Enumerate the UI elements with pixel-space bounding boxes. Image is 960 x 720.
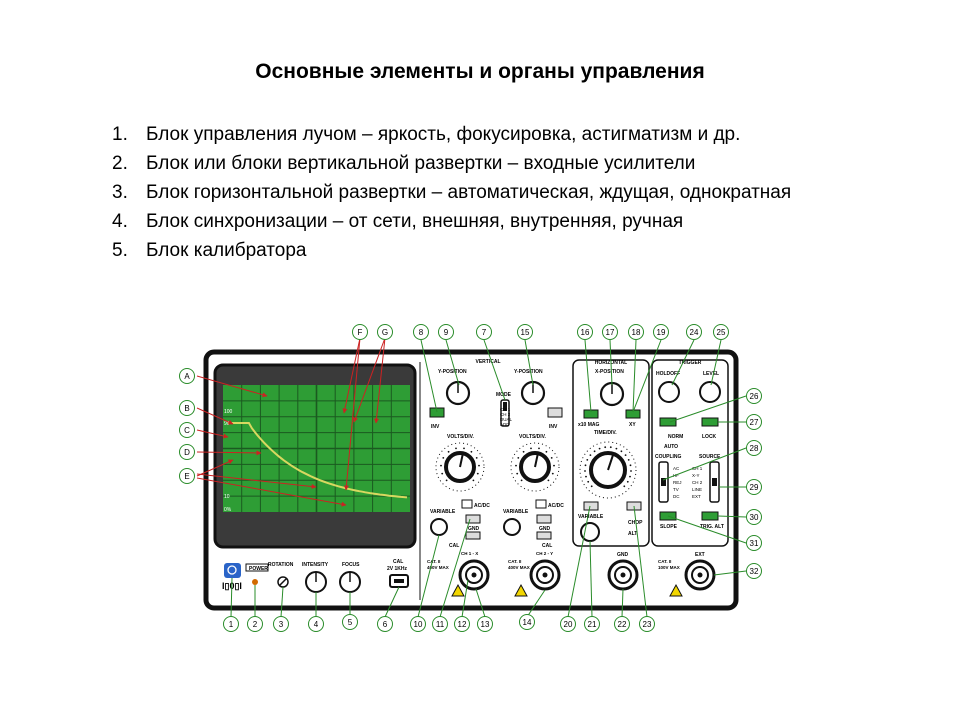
slide-title: Основные элементы и органы управления xyxy=(255,60,705,83)
svg-text:11: 11 xyxy=(435,620,445,629)
ch2-inv-button[interactable] xyxy=(548,408,562,417)
callout-B xyxy=(180,401,195,416)
svg-text:TRIG. ALT: TRIG. ALT xyxy=(700,524,724,530)
callout-8 xyxy=(414,325,429,340)
svg-text:19: 19 xyxy=(656,328,666,337)
svg-text:4: 4 xyxy=(313,620,319,629)
callout-5 xyxy=(343,615,358,630)
svg-text:CAL: CAL xyxy=(542,543,553,549)
svg-text:D: D xyxy=(184,448,190,457)
svg-text:CH 2: CH 2 xyxy=(500,412,511,417)
svg-text:Y-POSITION: Y-POSITION xyxy=(514,369,543,375)
svg-text:23: 23 xyxy=(642,620,652,629)
graticule-100: 100 xyxy=(224,409,233,415)
svg-text:VOLTS/DIV.: VOLTS/DIV. xyxy=(519,434,546,440)
svg-text:6: 6 xyxy=(382,620,388,629)
cal-spec: 2V 1KHz xyxy=(387,566,408,572)
list-item: 2. Блок или блоки вертикальной развертки – входные усилители xyxy=(112,153,696,174)
svg-text:24: 24 xyxy=(689,328,699,337)
svg-text:17: 17 xyxy=(605,328,615,337)
svg-text:SLOPE: SLOPE xyxy=(660,524,677,530)
callout-28 xyxy=(747,441,762,456)
intensity-label: INTENSITY xyxy=(302,562,329,568)
svg-text:TIME/DIV.: TIME/DIV. xyxy=(594,430,617,436)
svg-text:ALT: ALT xyxy=(628,531,638,537)
svg-text:400V MAX: 400V MAX xyxy=(508,565,530,570)
svg-text:TV: TV xyxy=(673,487,679,492)
svg-text:AC: AC xyxy=(673,466,680,471)
callout-32 xyxy=(747,564,762,579)
svg-text:VARIABLE: VARIABLE xyxy=(578,514,604,520)
svg-text:B: B xyxy=(184,404,190,413)
svg-text:VARIABLE: VARIABLE xyxy=(430,509,456,515)
svg-text:LINE: LINE xyxy=(692,487,703,492)
callout-16 xyxy=(578,325,593,340)
svg-text:CAT. II: CAT. II xyxy=(508,559,522,564)
svg-text:X-Y: X-Y xyxy=(692,473,700,478)
svg-text:29: 29 xyxy=(749,483,759,492)
callout-19 xyxy=(654,325,669,340)
svg-text:CAT. II: CAT. II xyxy=(658,559,672,564)
callout-17 xyxy=(603,325,618,340)
svg-text:7: 7 xyxy=(481,328,487,337)
svg-text:31: 31 xyxy=(749,539,759,548)
svg-text:26: 26 xyxy=(749,392,759,401)
crt-screen xyxy=(215,365,415,547)
power-onoff: I▯0▯I xyxy=(222,581,242,591)
svg-text:18: 18 xyxy=(631,328,641,337)
trigger-title: TRIGGER xyxy=(678,360,702,366)
svg-text:27: 27 xyxy=(749,418,759,427)
svg-text:E: E xyxy=(184,472,190,481)
svg-text:A: A xyxy=(184,372,190,381)
svg-text:20: 20 xyxy=(563,620,573,629)
svg-text:CH 1 - X: CH 1 - X xyxy=(461,551,479,556)
callout-29 xyxy=(747,480,762,495)
svg-text:COUPLING: COUPLING xyxy=(655,454,682,460)
callout-15 xyxy=(518,325,533,340)
svg-text:3: 3 xyxy=(278,620,284,629)
svg-text:CH 1: CH 1 xyxy=(692,466,703,471)
svg-text:2: 2 xyxy=(252,620,258,629)
svg-text:400V MAX: 400V MAX xyxy=(427,565,449,570)
svg-text:INV: INV xyxy=(549,424,558,430)
svg-text:DUAL: DUAL xyxy=(500,417,513,422)
ch1-acdc-button[interactable] xyxy=(462,500,472,508)
svg-text:30: 30 xyxy=(749,513,759,522)
svg-text:x10 MAG: x10 MAG xyxy=(578,422,600,428)
callout-4 xyxy=(309,617,324,632)
svg-text:AC/DC: AC/DC xyxy=(474,503,490,509)
ch1-gnd-button[interactable] xyxy=(466,515,480,523)
trig-alt-button[interactable] xyxy=(702,512,718,520)
callout-E xyxy=(180,469,195,484)
horizontal-title: HORIZONTAL xyxy=(594,360,628,366)
svg-text:REJ: REJ xyxy=(673,480,682,485)
svg-text:32: 32 xyxy=(749,567,759,576)
svg-text:MODE: MODE xyxy=(496,392,511,398)
rotation-label: ROTATION xyxy=(268,562,294,568)
svg-text:VARIABLE: VARIABLE xyxy=(503,509,529,515)
svg-text:Y-POSITION: Y-POSITION xyxy=(438,369,467,375)
svg-text:10: 10 xyxy=(413,620,423,629)
svg-text:INV: INV xyxy=(431,424,440,430)
svg-text:12: 12 xyxy=(457,620,467,629)
callout-24 xyxy=(687,325,702,340)
callout-20 xyxy=(561,617,576,632)
svg-text:NORM: NORM xyxy=(668,434,684,440)
svg-text:CAL: CAL xyxy=(449,543,460,549)
svg-text:LEVEL: LEVEL xyxy=(703,371,720,377)
callout-21 xyxy=(585,617,600,632)
list-item: 3. Блок горизонтальной развертки – автоматическая, ждущая, однократная xyxy=(112,182,792,203)
callout-22 xyxy=(615,617,630,632)
svg-text:25: 25 xyxy=(716,328,726,337)
holdoff-knob[interactable] xyxy=(659,382,679,402)
svg-text:22: 22 xyxy=(617,620,627,629)
horizontal-button-1[interactable] xyxy=(584,502,598,510)
svg-text:XY: XY xyxy=(629,422,636,428)
callout-7 xyxy=(477,325,492,340)
callout-1 xyxy=(224,617,239,632)
callout-D xyxy=(180,445,195,460)
focus-label: FOCUS xyxy=(342,562,360,568)
norm-auto-button[interactable] xyxy=(660,418,676,426)
svg-text:14: 14 xyxy=(522,618,532,627)
graticule-0: 0% xyxy=(224,507,232,513)
svg-text:ADD: ADD xyxy=(500,422,510,427)
svg-text:VOLTS/DIV.: VOLTS/DIV. xyxy=(447,434,474,440)
svg-text:LOCK: LOCK xyxy=(702,434,717,440)
lock-button[interactable] xyxy=(702,418,718,426)
svg-text:GND: GND xyxy=(468,526,480,532)
level-knob[interactable] xyxy=(700,382,720,402)
vertical-title: VERTICAL xyxy=(475,359,501,365)
callout-30 xyxy=(747,510,762,525)
callout-9 xyxy=(439,325,454,340)
callout-31 xyxy=(747,536,762,551)
graticule-90: 90 xyxy=(224,421,230,427)
svg-text:13: 13 xyxy=(480,620,490,629)
svg-text:F: F xyxy=(357,328,363,337)
list-item: 4. Блок синхронизации – от сети, внешняя, внутренняя, ручная xyxy=(112,211,684,232)
callout-A xyxy=(180,369,195,384)
svg-text:EXT: EXT xyxy=(692,494,701,499)
svg-text:CH 2 - Y: CH 2 - Y xyxy=(536,551,554,556)
ch2-variable-knob[interactable] xyxy=(504,519,520,535)
svg-text:CAT. II: CAT. II xyxy=(427,559,441,564)
ch1-inv-button[interactable] xyxy=(430,408,444,417)
callout-23 xyxy=(640,617,655,632)
callout-F xyxy=(353,325,368,340)
callout-10 xyxy=(411,617,426,632)
svg-text:1: 1 xyxy=(228,620,234,629)
svg-text:X-POSITION: X-POSITION xyxy=(595,369,624,375)
svg-text:100V MAX: 100V MAX xyxy=(658,565,680,570)
svg-text:15: 15 xyxy=(520,328,530,337)
callout-26 xyxy=(747,389,762,404)
svg-text:16: 16 xyxy=(580,328,590,337)
svg-text:G: G xyxy=(381,328,389,337)
list-item: 1. Блок управления лучом – яркость, фокусировка, астигматизм и др. xyxy=(112,124,741,145)
cal-label: CAL xyxy=(393,559,404,565)
callout-13 xyxy=(478,617,493,632)
callout-12 xyxy=(455,617,470,632)
callout-2 xyxy=(248,617,263,632)
svg-text:CHOP: CHOP xyxy=(628,520,643,526)
svg-text:GND: GND xyxy=(617,552,629,558)
svg-text:8: 8 xyxy=(418,328,424,337)
ch2-gnd-button[interactable] xyxy=(537,515,551,523)
list-item: 5. Блок калибратора xyxy=(112,240,307,261)
svg-text:AUTO: AUTO xyxy=(664,444,679,450)
svg-text:C: C xyxy=(184,426,190,435)
svg-text:GND: GND xyxy=(539,526,551,532)
callout-3 xyxy=(274,617,289,632)
callout-25 xyxy=(714,325,729,340)
callout-18 xyxy=(629,325,644,340)
svg-text:CH 1: CH 1 xyxy=(500,407,511,412)
power-label: POWER xyxy=(249,566,268,572)
graticule-10: 10 xyxy=(224,494,230,500)
callout-11 xyxy=(433,617,448,632)
ch2-acdc-button[interactable] xyxy=(536,500,546,508)
svg-text:SOURCE: SOURCE xyxy=(699,454,721,460)
svg-text:HF: HF xyxy=(673,473,679,478)
svg-text:CH 2: CH 2 xyxy=(692,480,703,485)
svg-text:EXT: EXT xyxy=(695,552,705,558)
callout-C xyxy=(180,423,195,438)
svg-text:21: 21 xyxy=(587,620,597,629)
svg-text:HOLDOFF: HOLDOFF xyxy=(656,371,681,377)
callout-G xyxy=(378,325,393,340)
svg-text:AC/DC: AC/DC xyxy=(548,503,564,509)
svg-text:9: 9 xyxy=(443,328,449,337)
ch1-variable-knob[interactable] xyxy=(431,519,447,535)
svg-text:5: 5 xyxy=(347,618,353,627)
callout-27 xyxy=(747,415,762,430)
svg-text:DC: DC xyxy=(673,494,680,499)
svg-text:28: 28 xyxy=(749,444,759,453)
power-led xyxy=(252,579,258,585)
callout-6 xyxy=(378,617,393,632)
callout-14 xyxy=(520,615,535,630)
